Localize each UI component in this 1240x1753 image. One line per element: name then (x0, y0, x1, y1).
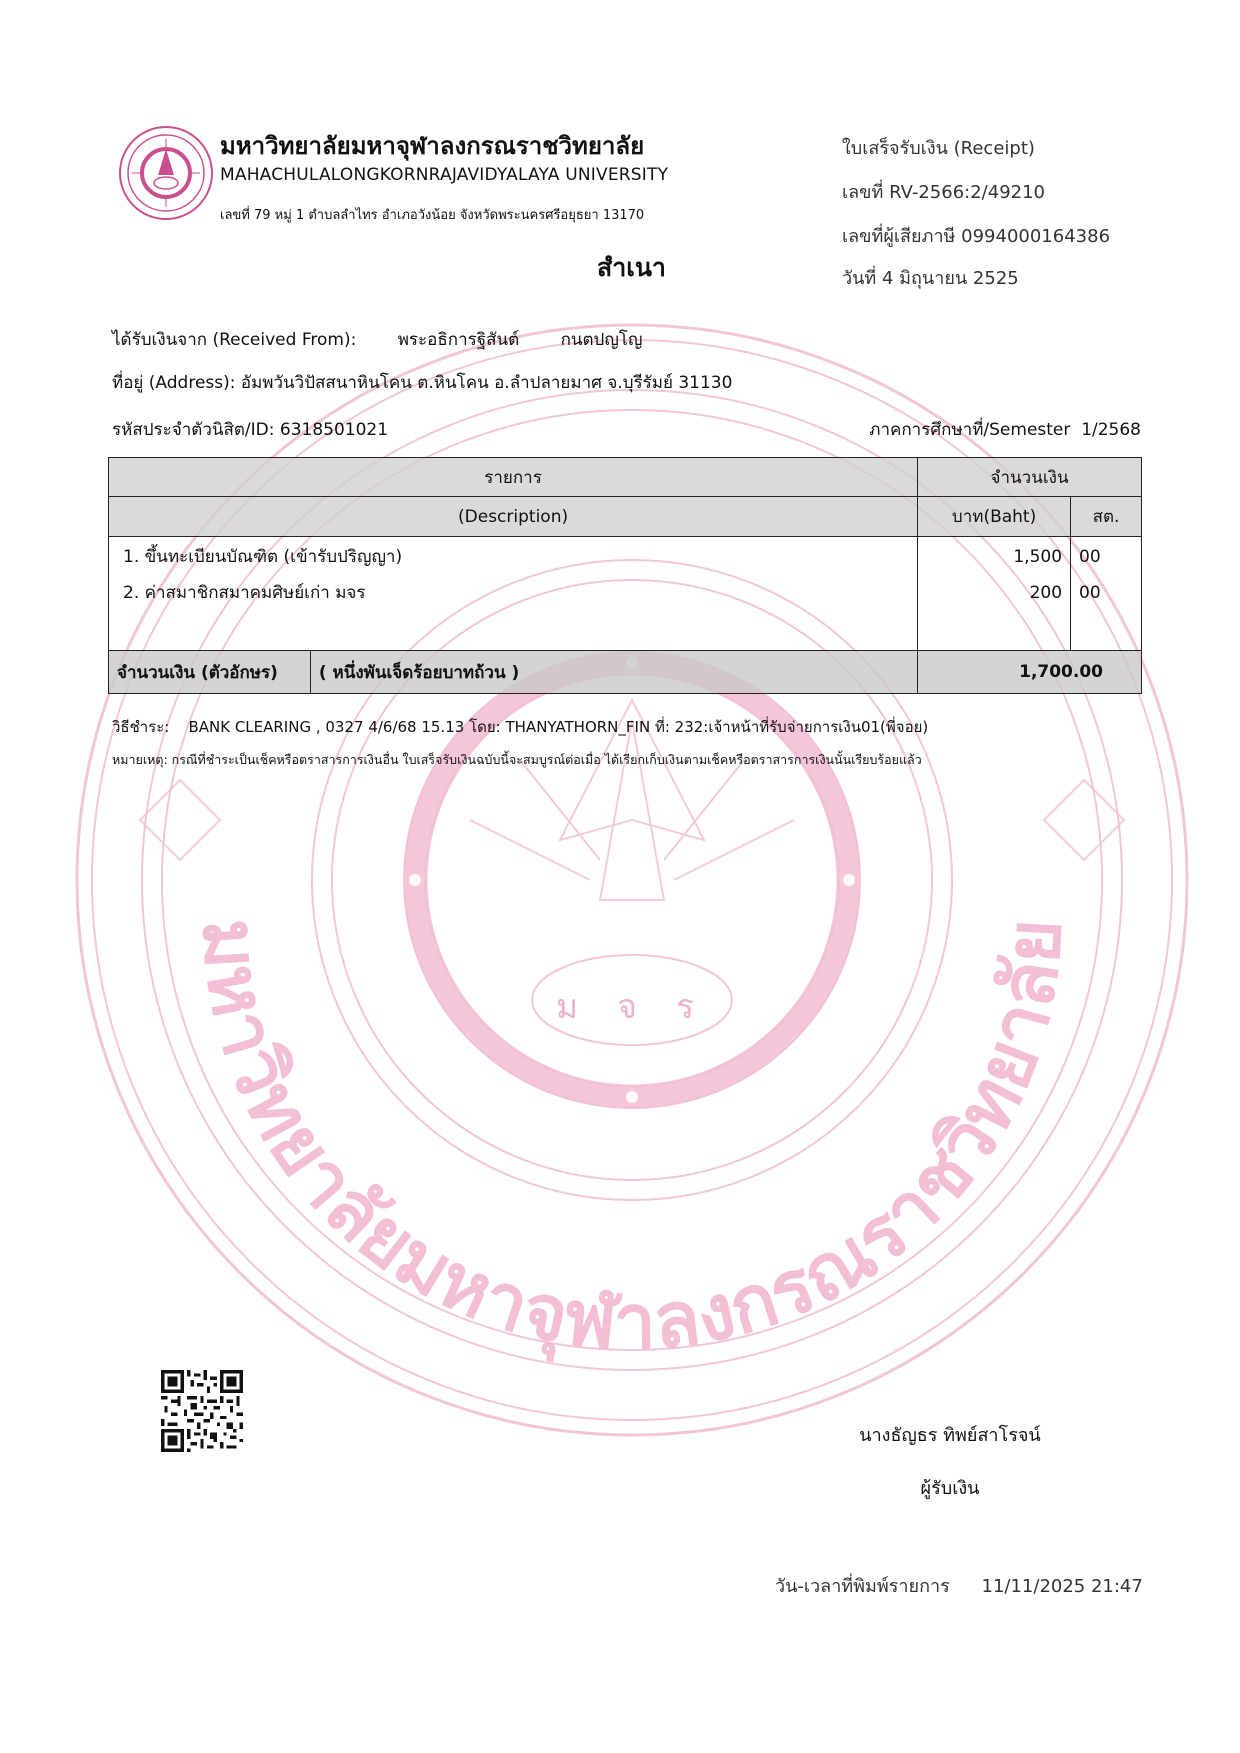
receiver-title: ผู้รับเงิน (920, 1478, 980, 1499)
address-value: อัมพวันวิปัสสนาหินโคน ต.หินโคน อ.ลำปลายมาศ จ.บุรีรัมย์ 31130 (240, 373, 733, 393)
column-header-satang: สต. (1071, 497, 1142, 537)
received-from-name: พระอธิการฐิสันต์ (397, 330, 520, 350)
column-header-baht: บาท(Baht) (918, 497, 1071, 537)
semester-label: ภาคการศึกษาที่/Semester (869, 420, 1071, 440)
receipt-items-table (108, 457, 1142, 694)
receipt-number: เลขที่ RV-2566:2/49210 (842, 182, 1046, 203)
item-description: 1. ขึ้นทะเบียนบัณฑิต (เข้ารับปริญญา) (123, 547, 403, 567)
payment-method-line (112, 715, 928, 739)
university-name-thai: มหาวิทยาลัยมหาจุฬาลงกรณราชวิทยาลัย (220, 132, 645, 160)
payment-method-label: วิธีชำระ: (112, 718, 170, 736)
watermark-arc-text: มหาวิทยาลัยมหาจุฬาลงกรณราชวิทยาลัย (185, 916, 1079, 1367)
items-description-cell (109, 537, 918, 651)
payment-note: หมายเหตุ: กรณีที่ชำระเป็นเช็คหรือตราสารการเงินอื่น ใบเสร็จรับเงินฉบับนี้จะสมบูรณ์ต่อเมื่อ ได้เรียกเก็บเงินตามเช็คหรือตราสารการเงินนั้นเรียบร้อยแล้ว (112, 752, 922, 767)
payment-method-value: BANK CLEARING , 0327 4/6/68 15.13 โดย: THANYATHORN_FIN ที่: 232:เจ้าหน้าที่รับจ่ายการเงิน01(พี่จอย) (188, 718, 929, 736)
total-words-label: จำนวนเงิน (ตัวอักษร) (109, 651, 311, 694)
student-id-value: 6318501021 (279, 420, 389, 440)
total-words: ( หนึ่งพันเจ็ดร้อยบาทถ้วน ) (310, 651, 917, 694)
received-from-line (112, 326, 642, 353)
receiver-name: นางธัญธร ทิพย์สาโรจน์ (859, 1425, 1041, 1446)
address-label: ที่อยู่ (Address): (112, 373, 236, 393)
student-id-line (112, 416, 388, 443)
university-logo (118, 125, 214, 221)
column-header-description-english: (Description) (109, 497, 918, 537)
received-from-surname: กนตปญโญ (560, 330, 643, 350)
printed-value: 11/11/2025 21:47 (981, 1576, 1143, 1597)
item-satang: 00 (1079, 547, 1101, 567)
item-description: 2. ค่าสมาชิกสมาคมศิษย์เก่า มจร (123, 583, 366, 603)
printed-label: วัน-เวลาที่พิมพ์รายการ (775, 1576, 950, 1597)
items-baht-cell (918, 537, 1071, 651)
total-amount: 1,700.00 (918, 651, 1142, 694)
university-name-english: MAHACHULALONGKORNRAJAVIDYALAYA UNIVERSITY (220, 165, 669, 185)
receipt-date: วันที่ 4 มิถุนายน 2525 (842, 268, 1019, 289)
receipt-title: ใบเสร็จรับเงิน (Receipt) (842, 138, 1035, 159)
received-from-label: ได้รับเงินจาก (Received From): (112, 330, 357, 350)
items-satang-cell (1071, 537, 1142, 651)
address-line (112, 369, 732, 396)
column-header-description-thai: รายการ (109, 458, 918, 497)
printed-timestamp-line (775, 1571, 1143, 1600)
semester-value: 1/2568 (1081, 420, 1141, 440)
item-baht: 200 (1029, 583, 1063, 603)
copy-mark: สำเนา (597, 253, 666, 282)
student-id-label: รหัสประจำตัวนิสิต/ID: (112, 420, 275, 440)
semester-line (869, 416, 1141, 443)
item-baht: 1,500 (1013, 547, 1063, 567)
item-satang: 00 (1079, 583, 1101, 603)
watermark-center-text: ม จ ร (555, 987, 709, 1027)
university-address: เลขที่ 79 หมู่ 1 ตำบลลำไทร อำเภอวังน้อย จังหวัดพระนครศรีอยุธยา 13170 (220, 208, 645, 223)
qr-code-icon (161, 1370, 243, 1452)
column-header-amount: จำนวนเงิน (918, 458, 1142, 497)
receipt-tax-id: เลขที่ผู้เสียภาษี 0994000164386 (842, 226, 1111, 247)
university-seal-icon (118, 125, 214, 221)
